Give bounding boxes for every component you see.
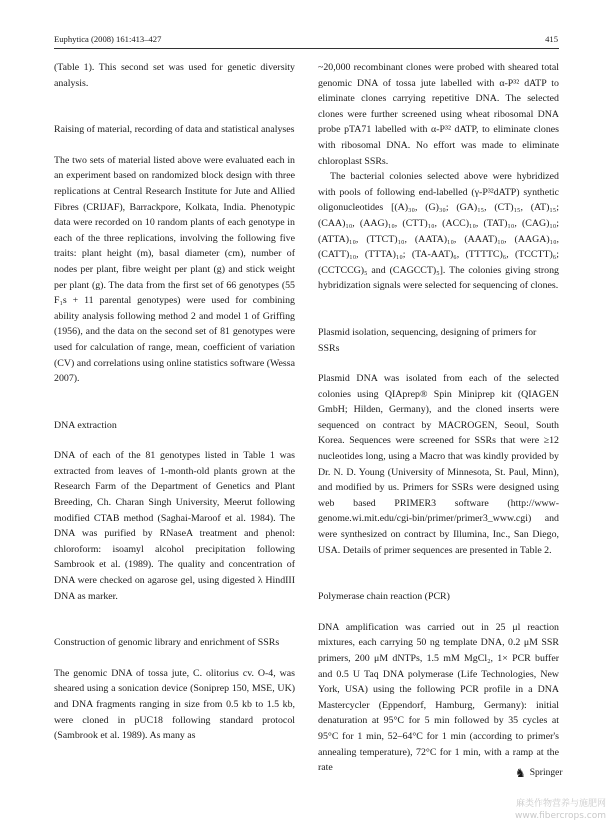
- springer-footer: [515, 766, 562, 780]
- heading-dna-extraction: DNA extraction: [54, 419, 117, 431]
- heading-raising-material: Raising of material, recording of data and statistical analyses: [54, 124, 295, 136]
- page-number: 415: [545, 34, 558, 44]
- watermark-chinese: 麻类作物营养与施肥网: [515, 799, 606, 809]
- heading-plasmid-isolation: Plasmid isolation, sequencing, designing of primers for SSRs: [318, 326, 537, 354]
- heading-genomic-library: Construction of genomic library and enrichment of SSRs: [54, 637, 280, 649]
- paragraph-recombinant-clones: ~20,000 recombinant clones were probed with sheared total genomic DNA of tossa jute labelled with α-P³² dATP to eliminate clones carrying repetitive DNA. The selected clones were further screened using wheat ribosomal DNA probe pTA71 labelled with α-P³² dATP, to eliminate clones with ribosomal DNA. No effort was made to eliminate chloroplast SSRs.: [318, 62, 559, 167]
- journal-header: Euphytica (2008) 161:413–427: [54, 34, 162, 44]
- paragraph-dna-extraction: DNA of each of the 81 genotypes listed in Table 1 was extracted from leaves of 1-month-old plants grown at the Research Farm of the Department of Genetics and Plant Breeding, Ch. Charan Singh University, Meerut following modified CTAB method (Saghai-Maroof et al. 1984). The DNA was purified by RNaseA treatment and phenol: chloroform: isoamyl alcohol precipitation following Sambrook et al. (1989). The quality and concentration of DNA were checked on agarose gel, using digested λ HindIII DNA as marker.: [54, 450, 295, 602]
- paragraph-plasmid: Plasmid DNA was isolated from each of the selected colonies using QIAprep® Spin Miniprep kit (QIAGEN GmbH; Hilden, Germany), and the cloned inserts were sequenced on contract by MACROGEN, Seoul, South Korea. Sequences were screened for SSRs that were ≥12 nucleotides long, using a Macro that was kindly provided by Dr. N. D. Young (University of Minnesota, St. Paul, Minn), and modified by us. Primers for SSRs were designed using web based PRIMER3 software (http://www-genome.wi.mit.edu/cgi-bin/primer/primer3_www.cgi) and were synthesized on contract by Illumina, Inc., San Diego, USA. Details of primer sequences are presented in Table 2.: [318, 373, 559, 556]
- watermark-url: www.fibercrops.com: [515, 811, 606, 821]
- paragraph-bacterial-colonies: The bacterial colonies selected above were hybridized with pools of following end-labelled (γ-P³²dATP) synthetic oligonucleotides [(A)₃₀, (G)₃₀; (GA)₁₅, (CT)₁₅, (AT)₁₅; (CAA)₁₀, (AAG)₁₀, (CTT)₁₀, (ACC)₁₀, (TAT)₁₀, (CAG)₁₀; (ATTA)₁₀, (TTCT)₁₀, (AATA)₁₀, (AAAT)₁₀, (AAGA)₁₀, (CATT)₁₀, (TTTA)₁₀; (TA-AAT)₆, (TTTTC)₆, (TCCTT)₆; (CCTCCG)₅ and (CAGCCT)₅]. The colonies giving strong hybridization signals were selected for sequencing of clones.: [318, 171, 559, 292]
- publisher-name: Springer: [529, 768, 563, 778]
- paragraph-genomic-dna: The genomic DNA of tossa jute, C. olitorius cv. O-4, was sheared using a sonication device (Soniprep 150, MSE, UK) and DNA fragments ranging in size from 0.5 kb to 1.5 kb, were cloned in pUC18 following standard protocol (Sambrook et al. 1989). As many as: [54, 667, 295, 742]
- left-column: [54, 60, 295, 744]
- paragraph-pcr: DNA amplification was carried out in 25 μl reaction mixtures, each carrying 50 ng template DNA, 0.2 μM SSR primers, 200 μM dNTPs, 1.5 mM MgCl₂, 1× PCR buffer and 0.5 U Taq DNA polymerase (Life Technologies, New York, USA) using the following PCR profile in a DNA Mastercycler (Eppendorf, Hamburg, Germany): initial denaturation at 95°C for 5 min followed by 35 cycles at 95°C for 1 min, 52–64°C for 1 min (according to primer's annealing temperature), 72°C for 1 min, with a ramp at the rate: [318, 621, 559, 774]
- paragraph-two-sets: The two sets of material listed above were evaluated each in an experiment based on randomized block design with three replications at Central Research Institute for Jute and Allied Fibres (CRIJAF), Barrackpore, Kolkata, India. Phenotypic data were recorded on 10 random plants of each genotype in each of the three replications, involving the following five traits: plant height (m), basal diameter (cm), number of nodes per plant, fibre weight per plant (g) and stick weight per plant (g). The data from the first set of 66 genotypes (55 F₁s + 11 parental genotypes) were used for combining ability analysis following method 2 and model 1 of Griffing (1956), and the data on the second set of 81 genotypes were used for calculation of range, mean, coefficient of variation (CV) and correlations using online statistics software (Wessa 2007).: [54, 154, 295, 385]
- springer-horse-icon: ♞: [515, 766, 526, 780]
- heading-pcr: Polymerase chain reaction (PCR): [318, 591, 450, 603]
- right-column: [318, 60, 559, 776]
- paragraph-continuation: (Table 1). This second set was used for genetic diversity analysis.: [54, 62, 295, 89]
- watermark: [515, 798, 606, 822]
- header-rule: [54, 48, 559, 49]
